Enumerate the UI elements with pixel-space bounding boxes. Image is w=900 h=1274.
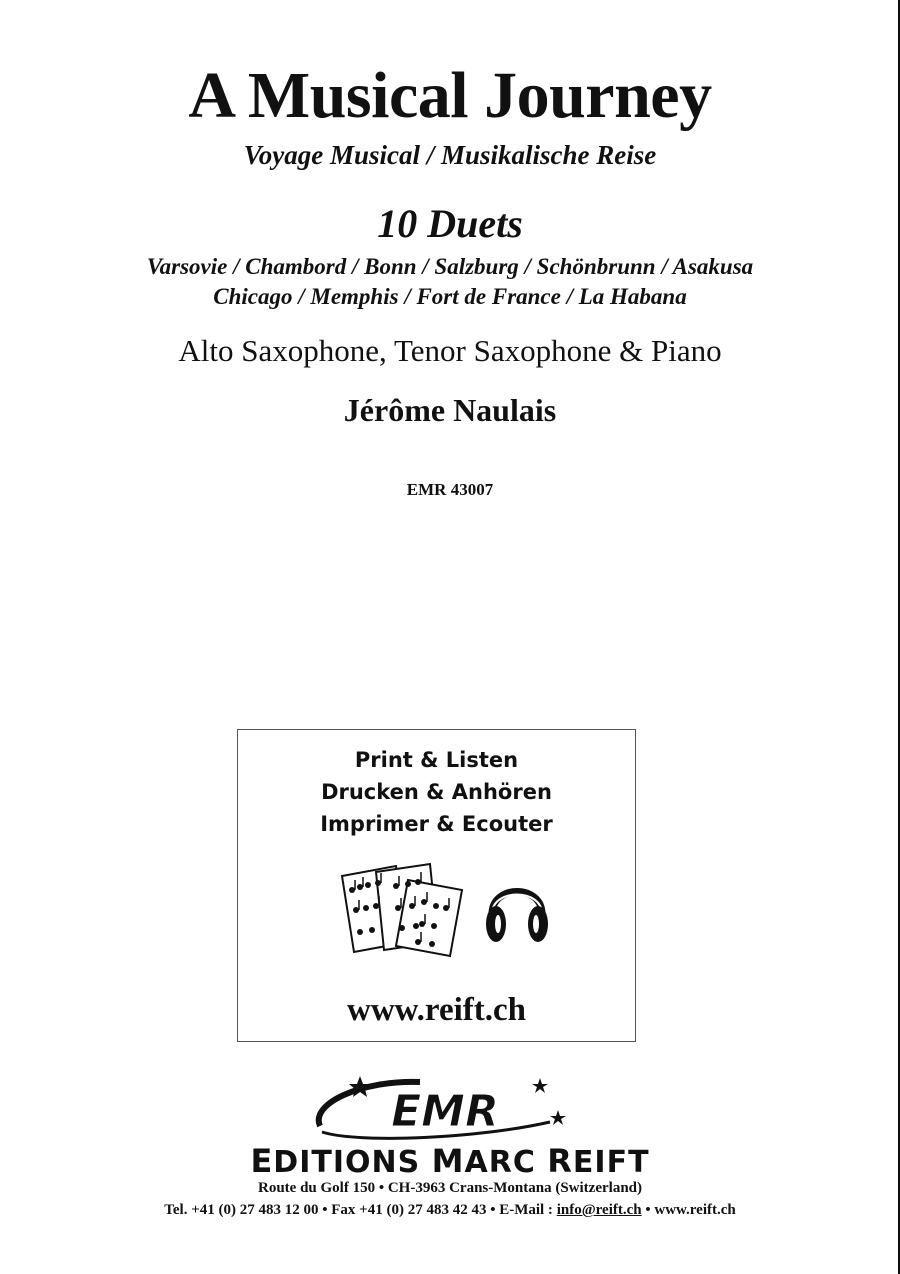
promo-url[interactable]: www.reift.ch (346, 992, 527, 1028)
title: A Musical Journey (188, 59, 712, 132)
emr-logo (300, 1074, 590, 1146)
sheet-music-icon (338, 862, 468, 958)
promo-line-3: Imprimer & Ecouter (320, 812, 553, 836)
instrumentation: Alto Saxophone, Tenor Saxophone & Piano (178, 333, 722, 368)
duets-heading: 10 Duets (377, 201, 523, 246)
promo-line-2: Drucken & Anhören (321, 780, 552, 804)
contact-prefix: Tel. +41 (0) 27 483 12 00 • Fax +41 (0) 27 483 42 43 • E-Mail : (164, 1202, 557, 1218)
contact-suffix: • www.reift.ch (641, 1202, 736, 1218)
svg-text:EMR: EMR (391, 1086, 499, 1137)
email-link[interactable]: info@reift.ch (556, 1202, 642, 1218)
cities-line-2: Chicago / Memphis / Fort de France / La Habana (213, 284, 687, 309)
headphones-icon (484, 870, 550, 948)
print-listen-box (237, 729, 636, 1042)
catalog-code: EMR 43007 (406, 480, 494, 499)
publisher-address: Route du Golf 150 • CH-3963 Crans-Montana (Switzerland) (258, 1180, 642, 1196)
composer: Jérôme Naulais (343, 392, 557, 428)
publisher-contact (0, 1202, 900, 1219)
subtitle: Voyage Musical / Musikalische Reise (243, 140, 657, 170)
publisher-name: EDITIONS MARC REIFT (250, 1142, 650, 1180)
promo-line-1: Print & Listen (354, 748, 519, 772)
cities-line-1: Varsovie / Chambord / Bonn / Salzburg / Schönbrunn / Asakusa (146, 254, 754, 279)
